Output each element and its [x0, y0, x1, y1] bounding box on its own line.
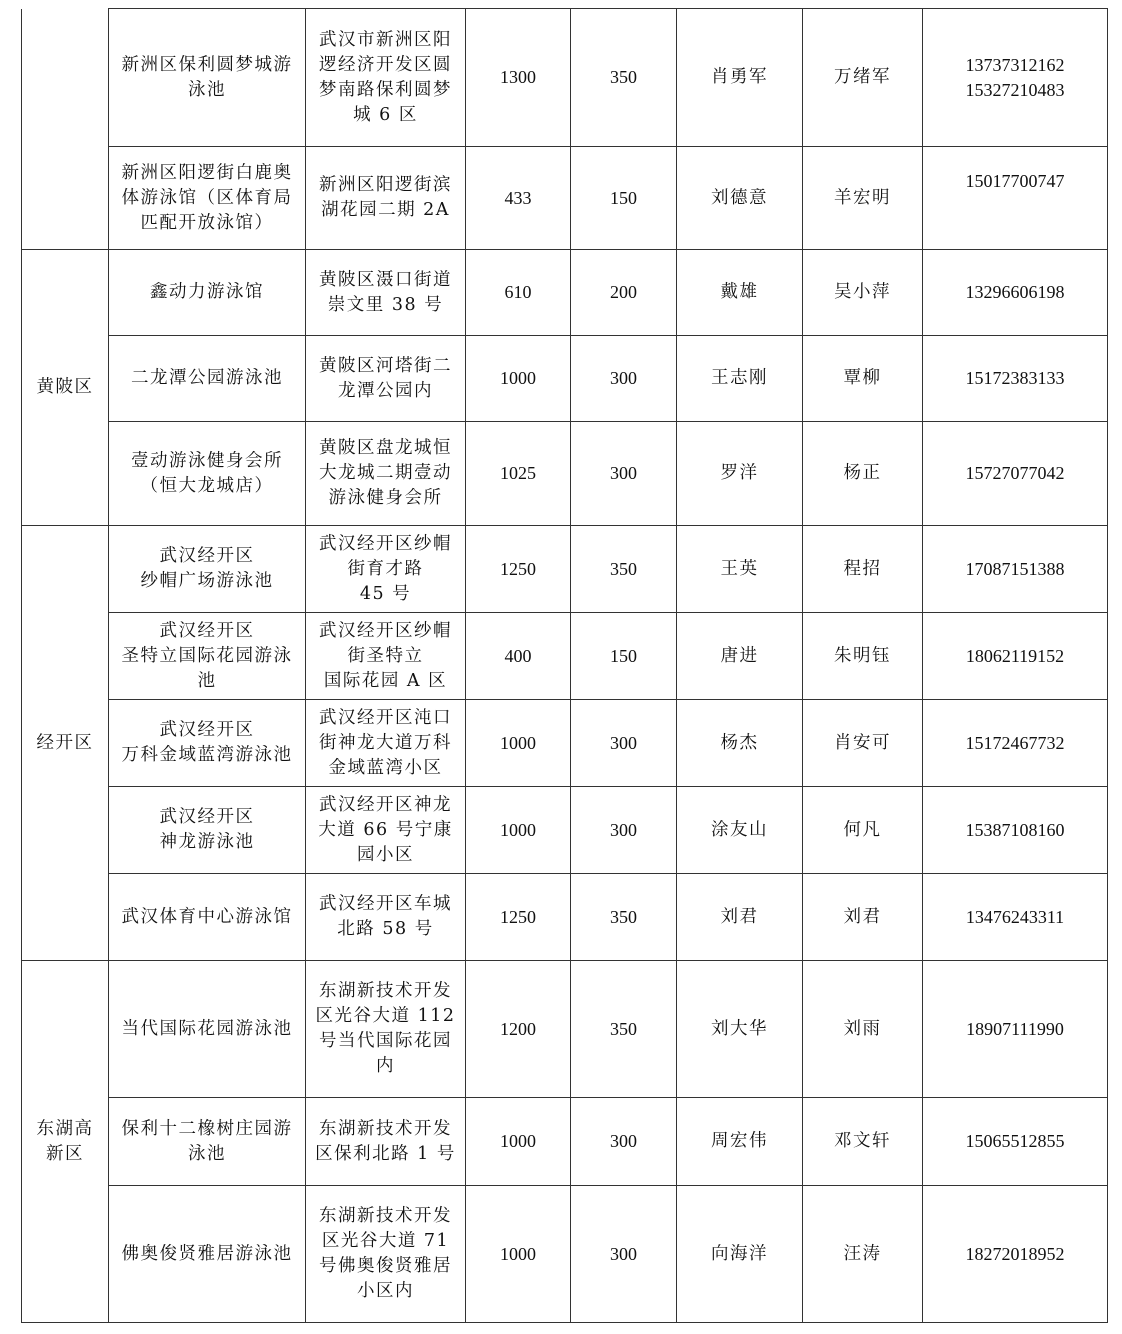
- venue-name-cell: 新洲区阳逻街白鹿奥体游泳馆（区体育局匹配开放泳馆）: [109, 147, 306, 250]
- table-row: [22, 336, 1108, 422]
- venue-area-cell: 1000: [466, 787, 571, 874]
- contact-person-b-cell: 程招: [803, 526, 923, 613]
- venue-name-cell: 保利十二橡树庄园游泳池: [109, 1098, 306, 1186]
- contact-person-a-cell: 唐进: [677, 613, 803, 700]
- contact-person-b-cell: 覃柳: [803, 336, 923, 422]
- district-cell: 黄陂区: [22, 250, 109, 526]
- venue-address-cell: 武汉经开区车城北路 58 号: [306, 874, 466, 961]
- contact-phone-cell: 15727077042: [923, 422, 1108, 526]
- contact-person-a-cell: 刘大华: [677, 961, 803, 1098]
- venue-address-cell: 武汉经开区纱帽街育才路 45 号: [306, 526, 466, 613]
- venue-area-cell: 1025: [466, 422, 571, 526]
- venue-address-cell: 东湖新技术开发区光谷大道 71 号佛奥俊贤雅居小区内: [306, 1186, 466, 1323]
- venue-table: [21, 8, 1108, 1323]
- venue-capacity-cell: 300: [571, 700, 677, 787]
- venue-capacity-cell: 300: [571, 787, 677, 874]
- contact-person-b-cell: 杨正: [803, 422, 923, 526]
- contact-person-b-cell: 刘雨: [803, 961, 923, 1098]
- contact-person-a-cell: 向海洋: [677, 1186, 803, 1323]
- venue-name-cell: 武汉经开区 神龙游泳池: [109, 787, 306, 874]
- contact-person-b-cell: 朱明钰: [803, 613, 923, 700]
- contact-person-b-cell: 万绪军: [803, 9, 923, 147]
- contact-person-a-cell: 周宏伟: [677, 1098, 803, 1186]
- table-row: [22, 961, 1108, 1098]
- contact-person-b-cell: 邓文轩: [803, 1098, 923, 1186]
- table-row: [22, 700, 1108, 787]
- table-row: [22, 1098, 1108, 1186]
- venue-address-cell: 黄陂区滠口街道崇文里 38 号: [306, 250, 466, 336]
- venue-area-cell: 400: [466, 613, 571, 700]
- table-row: [22, 1186, 1108, 1323]
- venue-address-cell: 武汉经开区神龙大道 66 号宁康园小区: [306, 787, 466, 874]
- venue-capacity-cell: 200: [571, 250, 677, 336]
- venue-area-cell: 1000: [466, 336, 571, 422]
- venue-capacity-cell: 350: [571, 961, 677, 1098]
- venue-name-cell: 武汉体育中心游泳馆: [109, 874, 306, 961]
- venue-name-cell: 武汉经开区 纱帽广场游泳池: [109, 526, 306, 613]
- table-row: [22, 9, 1108, 147]
- contact-person-b-cell: 羊宏明: [803, 147, 923, 250]
- venue-area-cell: 1300: [466, 9, 571, 147]
- contact-phone-cell: 18062119152: [923, 613, 1108, 700]
- venue-name-cell: 武汉经开区 圣特立国际花园游泳池: [109, 613, 306, 700]
- venue-area-cell: 1000: [466, 1186, 571, 1323]
- contact-person-a-cell: 王英: [677, 526, 803, 613]
- contact-phone-cell: 15387108160: [923, 787, 1108, 874]
- venue-name-cell: 当代国际花园游泳池: [109, 961, 306, 1098]
- table-row: [22, 874, 1108, 961]
- contact-phone-cell: 13476243311: [923, 874, 1108, 961]
- venue-capacity-cell: 150: [571, 147, 677, 250]
- contact-person-a-cell: 王志刚: [677, 336, 803, 422]
- venue-name-cell: 二龙潭公园游泳池: [109, 336, 306, 422]
- venue-name-cell: 佛奥俊贤雅居游泳池: [109, 1186, 306, 1323]
- contact-person-b-cell: 汪涛: [803, 1186, 923, 1323]
- contact-person-a-cell: 刘君: [677, 874, 803, 961]
- venue-capacity-cell: 350: [571, 874, 677, 961]
- venue-area-cell: 1250: [466, 874, 571, 961]
- venue-address-cell: 武汉经开区纱帽街圣特立 国际花园 A 区: [306, 613, 466, 700]
- venue-capacity-cell: 300: [571, 422, 677, 526]
- venue-area-cell: 1200: [466, 961, 571, 1098]
- contact-phone-cell: 18272018952: [923, 1186, 1108, 1323]
- contact-person-a-cell: 刘德意: [677, 147, 803, 250]
- table-row: [22, 250, 1108, 336]
- table-row: [22, 787, 1108, 874]
- venue-capacity-cell: 350: [571, 526, 677, 613]
- venue-table-sheet: [21, 8, 1107, 1323]
- district-cell: [22, 9, 109, 250]
- venue-capacity-cell: 300: [571, 1186, 677, 1323]
- contact-person-a-cell: 戴雄: [677, 250, 803, 336]
- venue-name-cell: 壹动游泳健身会所（恒大龙城店）: [109, 422, 306, 526]
- contact-person-b-cell: 何凡: [803, 787, 923, 874]
- contact-phone-cell: 15065512855: [923, 1098, 1108, 1186]
- contact-person-b-cell: 刘君: [803, 874, 923, 961]
- venue-address-cell: 东湖新技术开发区保利北路 1 号: [306, 1098, 466, 1186]
- venue-name-cell: 武汉经开区 万科金域蓝湾游泳池: [109, 700, 306, 787]
- contact-phone-cell: 17087151388: [923, 526, 1108, 613]
- district-cell: 经开区: [22, 526, 109, 961]
- contact-phone-cell: 15017700747: [923, 147, 1108, 250]
- venue-address-cell: 新洲区阳逻街滨湖花园二期 2A: [306, 147, 466, 250]
- venue-capacity-cell: 300: [571, 1098, 677, 1186]
- district-cell: 东湖高新区: [22, 961, 109, 1323]
- contact-person-a-cell: 涂友山: [677, 787, 803, 874]
- contact-person-a-cell: 肖勇军: [677, 9, 803, 147]
- venue-area-cell: 610: [466, 250, 571, 336]
- contact-phone-cell: 13296606198: [923, 250, 1108, 336]
- venue-capacity-cell: 300: [571, 336, 677, 422]
- table-row: [22, 526, 1108, 613]
- venue-address-cell: 黄陂区河塔街二龙潭公园内: [306, 336, 466, 422]
- venue-address-cell: 武汉经开区沌口街神龙大道万科金域蓝湾小区: [306, 700, 466, 787]
- table-row: [22, 422, 1108, 526]
- venue-name-cell: 新洲区保利圆梦城游泳池: [109, 9, 306, 147]
- venue-address-cell: 黄陂区盘龙城恒大龙城二期壹动游泳健身会所: [306, 422, 466, 526]
- venue-area-cell: 1250: [466, 526, 571, 613]
- venue-table-body: [22, 9, 1108, 1323]
- venue-area-cell: 1000: [466, 700, 571, 787]
- venue-area-cell: 433: [466, 147, 571, 250]
- contact-person-a-cell: 杨杰: [677, 700, 803, 787]
- venue-capacity-cell: 350: [571, 9, 677, 147]
- contact-phone-cell: 15172467732: [923, 700, 1108, 787]
- contact-phone-cell: 18907111990: [923, 961, 1108, 1098]
- contact-person-b-cell: 吴小萍: [803, 250, 923, 336]
- contact-person-a-cell: 罗洋: [677, 422, 803, 526]
- venue-area-cell: 1000: [466, 1098, 571, 1186]
- table-row: [22, 147, 1108, 250]
- table-row: [22, 613, 1108, 700]
- contact-phone-cell: 15172383133: [923, 336, 1108, 422]
- contact-phone-cell: 13737312162 15327210483: [923, 9, 1108, 147]
- venue-address-cell: 武汉市新洲区阳逻经济开发区圆梦南路保利圆梦城 6 区: [306, 9, 466, 147]
- venue-address-cell: 东湖新技术开发区光谷大道 112 号当代国际花园内: [306, 961, 466, 1098]
- contact-person-b-cell: 肖安可: [803, 700, 923, 787]
- venue-name-cell: 鑫动力游泳馆: [109, 250, 306, 336]
- venue-capacity-cell: 150: [571, 613, 677, 700]
